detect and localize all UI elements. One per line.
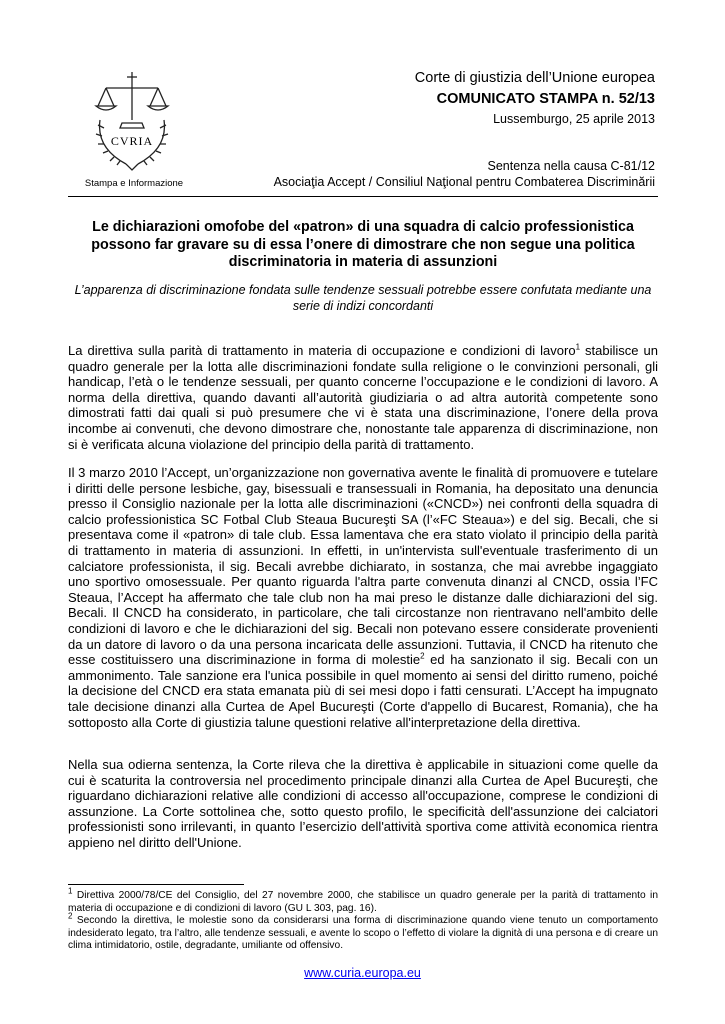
footnote-divider (68, 884, 244, 885)
footnote-1 (68, 886, 658, 915)
court-name: Corte di giustizia dell’Unione europea (414, 70, 655, 86)
curia-website-link[interactable]: www.curia.europa.eu (304, 966, 421, 980)
footnote-ref-1: 1 (575, 342, 581, 352)
scales-of-justice-icon (86, 68, 178, 176)
paragraph-1 (68, 343, 658, 452)
header-divider (68, 196, 658, 197)
paragraph-1-text-a: La direttiva sulla parità di trattamento in materia di occupazione e condizioni di lavoro (68, 343, 576, 358)
subtitle: L’apparenza di discriminazione fondata sulle tendenze sessuali potrebbe essere confutata mediante una serie di indizi concordanti (74, 283, 652, 313)
press-office-label: Stampa e Informazione (84, 178, 184, 189)
paragraph-2 (68, 465, 658, 730)
case-number: Sentenza nella causa C-81/12 (487, 159, 655, 173)
footnote-2-text: Secondo la direttiva, le molestie sono da considerarsi una forma di discriminazione quando viene tenuto un comportamento indesiderato legato, tra l’altro, alle tendenze sessuali, e avente lo scopo o l’effetto di violare la dignità di una persona e di creare un clima intimidatorio, ostile, degradante, umiliante od offensivo. (68, 915, 658, 952)
curia-logo (86, 68, 178, 176)
logo-text: CVRIA (110, 134, 154, 148)
footnote-ref-2: 2 (420, 651, 425, 661)
paragraph-1-text-b: stabilisce un quadro generale per la lotta alle discriminazioni fondate sulla religione o le convinzioni personali, gli handicap, l’età o le tendenze sessuali, per quanto concerne l’occupazione e le condizioni di lavoro. A norma della direttiva, quando davanti all’autorità giudiziaria o ad altra autorità competente sono dimostrati fatti dai quali si può presumere che vi è stata una discriminazione, l’onere della prova incombe ai convenuti, che devono dimostrare che, nonostante tale apparenza di discriminazione, non si è verificata alcuna violazione del principio della parità di trattamento. (68, 343, 659, 452)
paragraph-2-text-b: ed ha sanzionato il sig. Becali con un ammonimento. Tale sanzione era l'unica possibile in quel momento ai sensi del diritto rumeno, poiché la decisione del CNCD era stata emanata più di sei mesi dopo i fatti censurati. L’Accept ha impugnato tale decisione dinanzi alla Curtea de Apel Bucureşti (Corte d'appello di Bucarest, Romania), che ha sottoposto alla Corte di giustizia talune questioni relative all'interpretazione della direttiva. (68, 652, 658, 730)
footnote-1-text: Direttiva 2000/78/CE del Consiglio, del 27 novembre 2000, che stabilisce un quadro generale per la parità di trattamento in materia di occupazione e di condizioni di lavoro (GU L 303, pag. 16). (68, 890, 658, 914)
paragraph-2-text-a: Il 3 marzo 2010 l’Accept, un’organizzazione non governativa avente le finalità di promuovere e tutelare i diritti delle persone lesbiche, gay, bisessuali e transessuali in Romania, ha depositato una denuncia presso il Consiglio nazionale per la lotta alle discriminazioni («CNCD») nei confronti della squadra di calcio professionistica SC Fotbal Club Steaua Bucureşti SA (l’«FC Steaua») e del sig. Becali, che si presentava come il «patron» di tale club. Essa lamentava che era stato violato il principio della parità di trattamento in materia di assunzioni. In effetti, in un'intervista sull'eventuale trasferimento di un calciatore professionista, il sig. Becali avrebbe dichiarato, in sostanza, che mai avrebbe ingaggiato uno sportivo omosessuale. Per quanto riguarda l'altra parte convenuta dinanzi al CNCD, ossia l’FC Steaua, l’Accept ha affermato che tale club non ha mai preso le distanze dalle dichiarazioni del sig. Becali. Il CNCD ha considerato, in particolare, che tali circostanze non rientravano nell'ambito delle condizioni di lavoro e che le dichiarazioni del sig. Becali non potevano essere considerate provenienti da un datore di lavoro o da una persona incaricata delle assunzioni. Tuttavia, il CNCD ha ritenuto che esse costituissero una discriminazione in forma di molestie (68, 465, 658, 668)
headline: Le dichiarazioni omofobe del «patron» di una squadra di calcio professionistica possono far gravare su di essa l’onere di dimostrare che non segue una politica discriminatoria in materia di assunzioni (91, 219, 635, 270)
footnote-2-number: 2 (68, 911, 73, 921)
paragraph-3: Nella sua odierna sentenza, la Corte rileva che la direttiva è applicabile in situazioni come quelle da cui è scaturita la controversia nel procedimento principale dinanzi alla Curtea de Apel Bucureşti, che riguardano dichiarazioni relative alle condizioni di accesso all'occupazione, comprese le condizioni di assunzione. La Corte sottolinea che, sotto questo profilo, le specificità dell'assunzione dei calciatori professionisti sono irrilevanti, in quanto l’esercizio dell'attività sportiva come attività economica rientra appieno nel diritto dell'Unione. (68, 757, 658, 850)
footnote-2 (68, 911, 658, 953)
footnote-1-number: 1 (68, 886, 73, 896)
press-release-number: COMUNICATO STAMPA n. 52/13 (436, 91, 655, 107)
place-date: Lussemburgo, 25 aprile 2013 (493, 112, 655, 126)
case-parties: Asociaţia Accept / Consiliul Naţional pentru Combaterea Discriminării (273, 175, 655, 189)
